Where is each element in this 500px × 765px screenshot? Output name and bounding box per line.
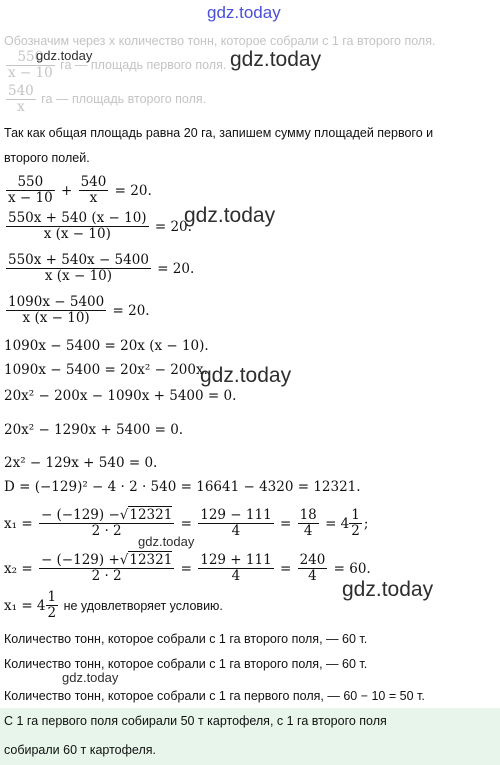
frac-num: 240 bbox=[299, 552, 326, 568]
reject-text: не удовлетворяет условию. bbox=[63, 598, 223, 613]
frac-num: 540 bbox=[80, 174, 107, 190]
frac-den: x − 10 bbox=[8, 65, 53, 81]
result-line-2: Количество тонн, которое собрали с 1 га второго поля, — 60 т. bbox=[4, 657, 368, 671]
plus-sign: + bbox=[60, 182, 73, 199]
sqrt-value: 12321 bbox=[129, 507, 173, 523]
num-part: − (−129) + bbox=[40, 552, 120, 568]
x2-frac-b bbox=[198, 553, 273, 584]
x1-frac-b bbox=[198, 508, 273, 539]
intro-line: Обозначим через x количество тонн, которое собрали с 1 га второго поля. bbox=[4, 34, 436, 48]
frac-den: x (x − 10) bbox=[22, 310, 90, 326]
frac-num: 550x + 540x − 5400 bbox=[8, 252, 149, 268]
frac-den: 2 · 2 bbox=[91, 523, 122, 539]
equation-2 bbox=[4, 211, 192, 242]
eq2-frac bbox=[6, 211, 149, 242]
frac-num: − (−129) +√12321 bbox=[40, 552, 173, 568]
frac-num: − (−129) −√12321 bbox=[40, 507, 173, 523]
frac-num: 1 bbox=[351, 507, 360, 523]
x1-mixed-frac bbox=[349, 508, 362, 539]
equation-1 bbox=[4, 175, 152, 206]
frac-den: 4 bbox=[303, 523, 313, 539]
root-label: x₁ = bbox=[4, 515, 33, 532]
eq3-frac bbox=[6, 253, 151, 284]
frac-num: 18 bbox=[299, 507, 317, 523]
equals-mixed: = 4 bbox=[325, 515, 350, 532]
root-x2 bbox=[4, 553, 371, 584]
equals: = bbox=[279, 560, 292, 577]
result-line-3: Количество тонн, которое собрали с 1 га первого поля, — 60 − 10 = 50 т. bbox=[4, 689, 425, 703]
eq1-frac-b bbox=[79, 175, 109, 206]
frac-den: x bbox=[17, 99, 25, 115]
frac-den: 4 bbox=[231, 568, 241, 584]
frac-num: 129 − 111 bbox=[200, 507, 272, 523]
equals: = bbox=[180, 560, 192, 577]
x2-frac-c bbox=[298, 553, 328, 584]
answer-line-2: собирали 60 т картофеля. bbox=[4, 743, 156, 757]
frac-num: 1 bbox=[47, 589, 57, 605]
frac-den: 2 · 2 bbox=[91, 568, 122, 584]
eq-rhs: = 20. bbox=[154, 218, 192, 235]
watermark-large: gdz.today bbox=[200, 364, 292, 387]
watermark-header[interactable]: gdz.today bbox=[207, 3, 281, 22]
equation-5: 1090x − 5400 = 20x (x − 10). bbox=[4, 338, 209, 354]
equation-7: 20x² − 200x − 1090x + 5400 = 0. bbox=[4, 388, 237, 404]
watermark-small: gdz.today bbox=[138, 534, 195, 549]
frac-den: x − 10 bbox=[8, 190, 53, 206]
eq-rhs: = 20. bbox=[157, 260, 195, 277]
reject-mixed-frac bbox=[46, 590, 59, 621]
root-label: x₂ = bbox=[4, 560, 33, 577]
equation-6: 1090x − 5400 = 20x² − 200x. bbox=[4, 362, 208, 378]
sqrt-value: 12321 bbox=[129, 552, 173, 568]
intro-frac1-text: га — площадь первого поля. bbox=[60, 57, 227, 72]
equals: = bbox=[180, 515, 192, 532]
frac-den: 4 bbox=[231, 523, 241, 539]
result-line-1: Количество тонн, которое собрали с 1 га второго поля, — 60 т. bbox=[4, 632, 368, 646]
eq4-frac bbox=[6, 295, 106, 326]
x2-frac-a bbox=[39, 553, 174, 584]
watermark-large: gdz.today bbox=[184, 204, 276, 227]
x1-frac-c bbox=[298, 508, 319, 539]
watermark-small: gdz.today bbox=[62, 670, 119, 685]
frac-den: x (x − 10) bbox=[44, 268, 113, 284]
frac-num: 129 + 111 bbox=[200, 552, 272, 568]
eq1-frac-a bbox=[6, 175, 55, 206]
watermark-small: gdz.today bbox=[36, 48, 93, 63]
reject-lhs: x₁ = 4 bbox=[4, 597, 46, 614]
equation-4 bbox=[4, 295, 150, 326]
semicolon: ; bbox=[363, 515, 369, 532]
equals: = bbox=[279, 515, 292, 532]
num-part: − (−129) − bbox=[40, 507, 120, 523]
frac-num: 550x + 540 (x − 10) bbox=[8, 210, 147, 226]
frac-num: 550 bbox=[6, 175, 55, 191]
sum-text-1: Так как общая площадь равна 20 га, запишем сумму площадей первого и bbox=[4, 126, 434, 140]
frac-second-area bbox=[6, 84, 36, 115]
intro-frac2-row bbox=[4, 84, 206, 115]
intro-frac2-text: га — площадь второго поля. bbox=[41, 91, 207, 106]
answer-box bbox=[0, 708, 500, 765]
frac-num: 1090x − 5400 bbox=[8, 294, 105, 310]
eq-rhs: = 20. bbox=[112, 302, 150, 319]
frac-num: 550 bbox=[6, 50, 55, 66]
sum-text-2: второго полей. bbox=[4, 151, 90, 165]
reject-line bbox=[4, 590, 223, 621]
frac-den: x bbox=[89, 190, 98, 206]
equation-8: 20x² − 1290x + 5400 = 0. bbox=[4, 422, 184, 438]
frac-den: x (x − 10) bbox=[43, 226, 111, 242]
eq-rhs: = 20. bbox=[114, 182, 152, 199]
equals: = 60. bbox=[333, 560, 371, 577]
equation-discriminant: D = (−129)² − 4 · 2 · 540 = 16641 − 4320 = 12321. bbox=[4, 479, 361, 495]
watermark-large: gdz.today bbox=[342, 578, 434, 601]
equation-3 bbox=[4, 253, 194, 284]
frac-den: 2 bbox=[351, 523, 360, 539]
frac-den: 2 bbox=[47, 605, 57, 621]
frac-num: 540 bbox=[8, 83, 34, 99]
equation-9: 2x² − 129x + 540 = 0. bbox=[4, 455, 158, 471]
frac-den: 4 bbox=[308, 568, 317, 584]
watermark-large: gdz.today bbox=[230, 48, 322, 71]
answer-line-1: С 1 га первого поля собирали 50 т картофеля, с 1 га второго поля bbox=[4, 714, 387, 728]
